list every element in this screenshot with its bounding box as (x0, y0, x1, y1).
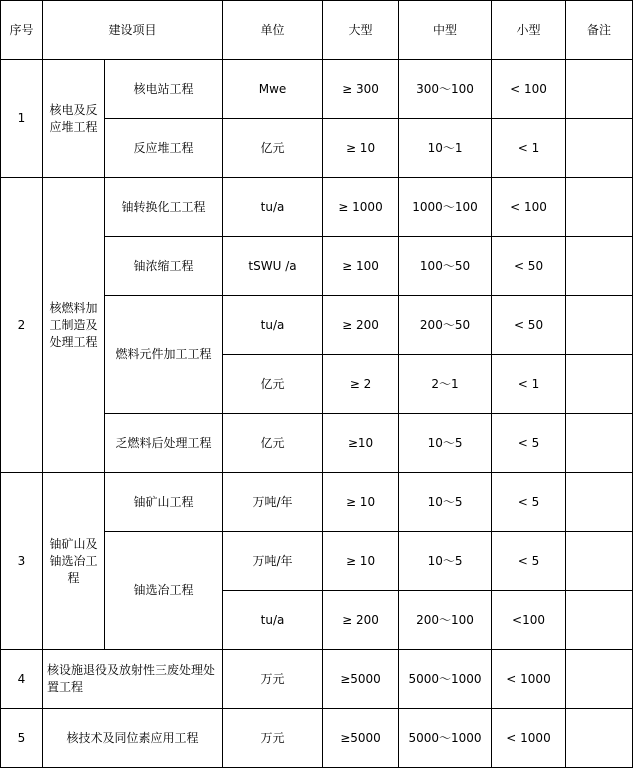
row-large: ≥5000 (323, 650, 399, 709)
header-unit: 单位 (223, 1, 323, 60)
row-unit: Mwe (223, 60, 323, 119)
header-medium: 中型 (399, 1, 492, 60)
row-subproject: 铀矿山工程 (105, 473, 223, 532)
header-seq: 序号 (1, 1, 43, 60)
row-unit: 亿元 (223, 355, 323, 414)
row-subproject: 铀选冶工程 (105, 532, 223, 650)
row-large: ≥ 10 (323, 473, 399, 532)
row-unit: 亿元 (223, 119, 323, 178)
row-category: 铀矿山及铀选冶工程 (43, 473, 105, 650)
row-medium: 1000～100 (399, 178, 492, 237)
table-row (1, 709, 633, 768)
row-large: ≥ 10 (323, 532, 399, 591)
row-category: 核技术及同位素应用工程 (43, 709, 223, 768)
header-note: 备注 (566, 1, 633, 60)
row-note (566, 709, 633, 768)
row-small: < 1000 (492, 650, 566, 709)
row-note (566, 355, 633, 414)
row-medium: 10～5 (399, 532, 492, 591)
row-subproject: 乏燃料后处理工程 (105, 414, 223, 473)
row-unit: tu/a (223, 591, 323, 650)
row-note (566, 119, 633, 178)
header-small: 小型 (492, 1, 566, 60)
row-small: < 100 (492, 60, 566, 119)
row-medium: 10～1 (399, 119, 492, 178)
row-subproject: 铀浓缩工程 (105, 237, 223, 296)
row-unit: 万吨/年 (223, 532, 323, 591)
row-seq: 2 (1, 178, 43, 473)
row-unit: tu/a (223, 296, 323, 355)
row-subproject: 铀转换化工工程 (105, 178, 223, 237)
row-unit: 万吨/年 (223, 473, 323, 532)
row-small: < 5 (492, 532, 566, 591)
row-large: ≥ 10 (323, 119, 399, 178)
row-unit: 万元 (223, 650, 323, 709)
header-large: 大型 (323, 1, 399, 60)
row-subproject: 核电站工程 (105, 60, 223, 119)
header-row (1, 1, 633, 60)
row-note (566, 60, 633, 119)
row-small: < 100 (492, 178, 566, 237)
row-large: ≥ 100 (323, 237, 399, 296)
row-note (566, 296, 633, 355)
row-note (566, 591, 633, 650)
row-medium: 2～1 (399, 355, 492, 414)
row-note (566, 414, 633, 473)
row-small: < 1 (492, 355, 566, 414)
row-medium: 10～5 (399, 473, 492, 532)
row-unit: 亿元 (223, 414, 323, 473)
row-medium: 200～50 (399, 296, 492, 355)
row-subproject: 燃料元件加工工程 (105, 296, 223, 414)
table-row (1, 650, 633, 709)
table-row (1, 473, 633, 532)
row-unit: tSWU /a (223, 237, 323, 296)
row-note (566, 473, 633, 532)
row-seq: 1 (1, 60, 43, 178)
row-medium: 5000～1000 (399, 650, 492, 709)
row-small: <100 (492, 591, 566, 650)
row-note (566, 532, 633, 591)
row-category: 核燃料加工制造及处理工程 (43, 178, 105, 473)
row-small: < 50 (492, 296, 566, 355)
row-small: < 5 (492, 414, 566, 473)
row-small: < 1 (492, 119, 566, 178)
header-project: 建设项目 (43, 1, 223, 60)
row-medium: 200～100 (399, 591, 492, 650)
row-medium: 100～50 (399, 237, 492, 296)
row-category: 核电及反应堆工程 (43, 60, 105, 178)
row-category: 核设施退役及放射性三废处理处置工程 (43, 650, 223, 709)
row-small: < 1000 (492, 709, 566, 768)
row-large: ≥ 2 (323, 355, 399, 414)
row-large: ≥ 300 (323, 60, 399, 119)
table-row (1, 60, 633, 119)
row-medium: 10～5 (399, 414, 492, 473)
row-seq: 4 (1, 650, 43, 709)
row-unit: tu/a (223, 178, 323, 237)
row-small: < 5 (492, 473, 566, 532)
row-large: ≥ 1000 (323, 178, 399, 237)
row-large: ≥5000 (323, 709, 399, 768)
row-note (566, 178, 633, 237)
row-medium: 5000～1000 (399, 709, 492, 768)
row-small: < 50 (492, 237, 566, 296)
row-large: ≥ 200 (323, 591, 399, 650)
row-seq: 3 (1, 473, 43, 650)
row-note (566, 650, 633, 709)
row-medium: 300～100 (399, 60, 492, 119)
row-subproject: 反应堆工程 (105, 119, 223, 178)
table-row (1, 178, 633, 237)
row-large: ≥ 200 (323, 296, 399, 355)
row-large: ≥10 (323, 414, 399, 473)
row-unit: 万元 (223, 709, 323, 768)
row-note (566, 237, 633, 296)
row-seq: 5 (1, 709, 43, 768)
